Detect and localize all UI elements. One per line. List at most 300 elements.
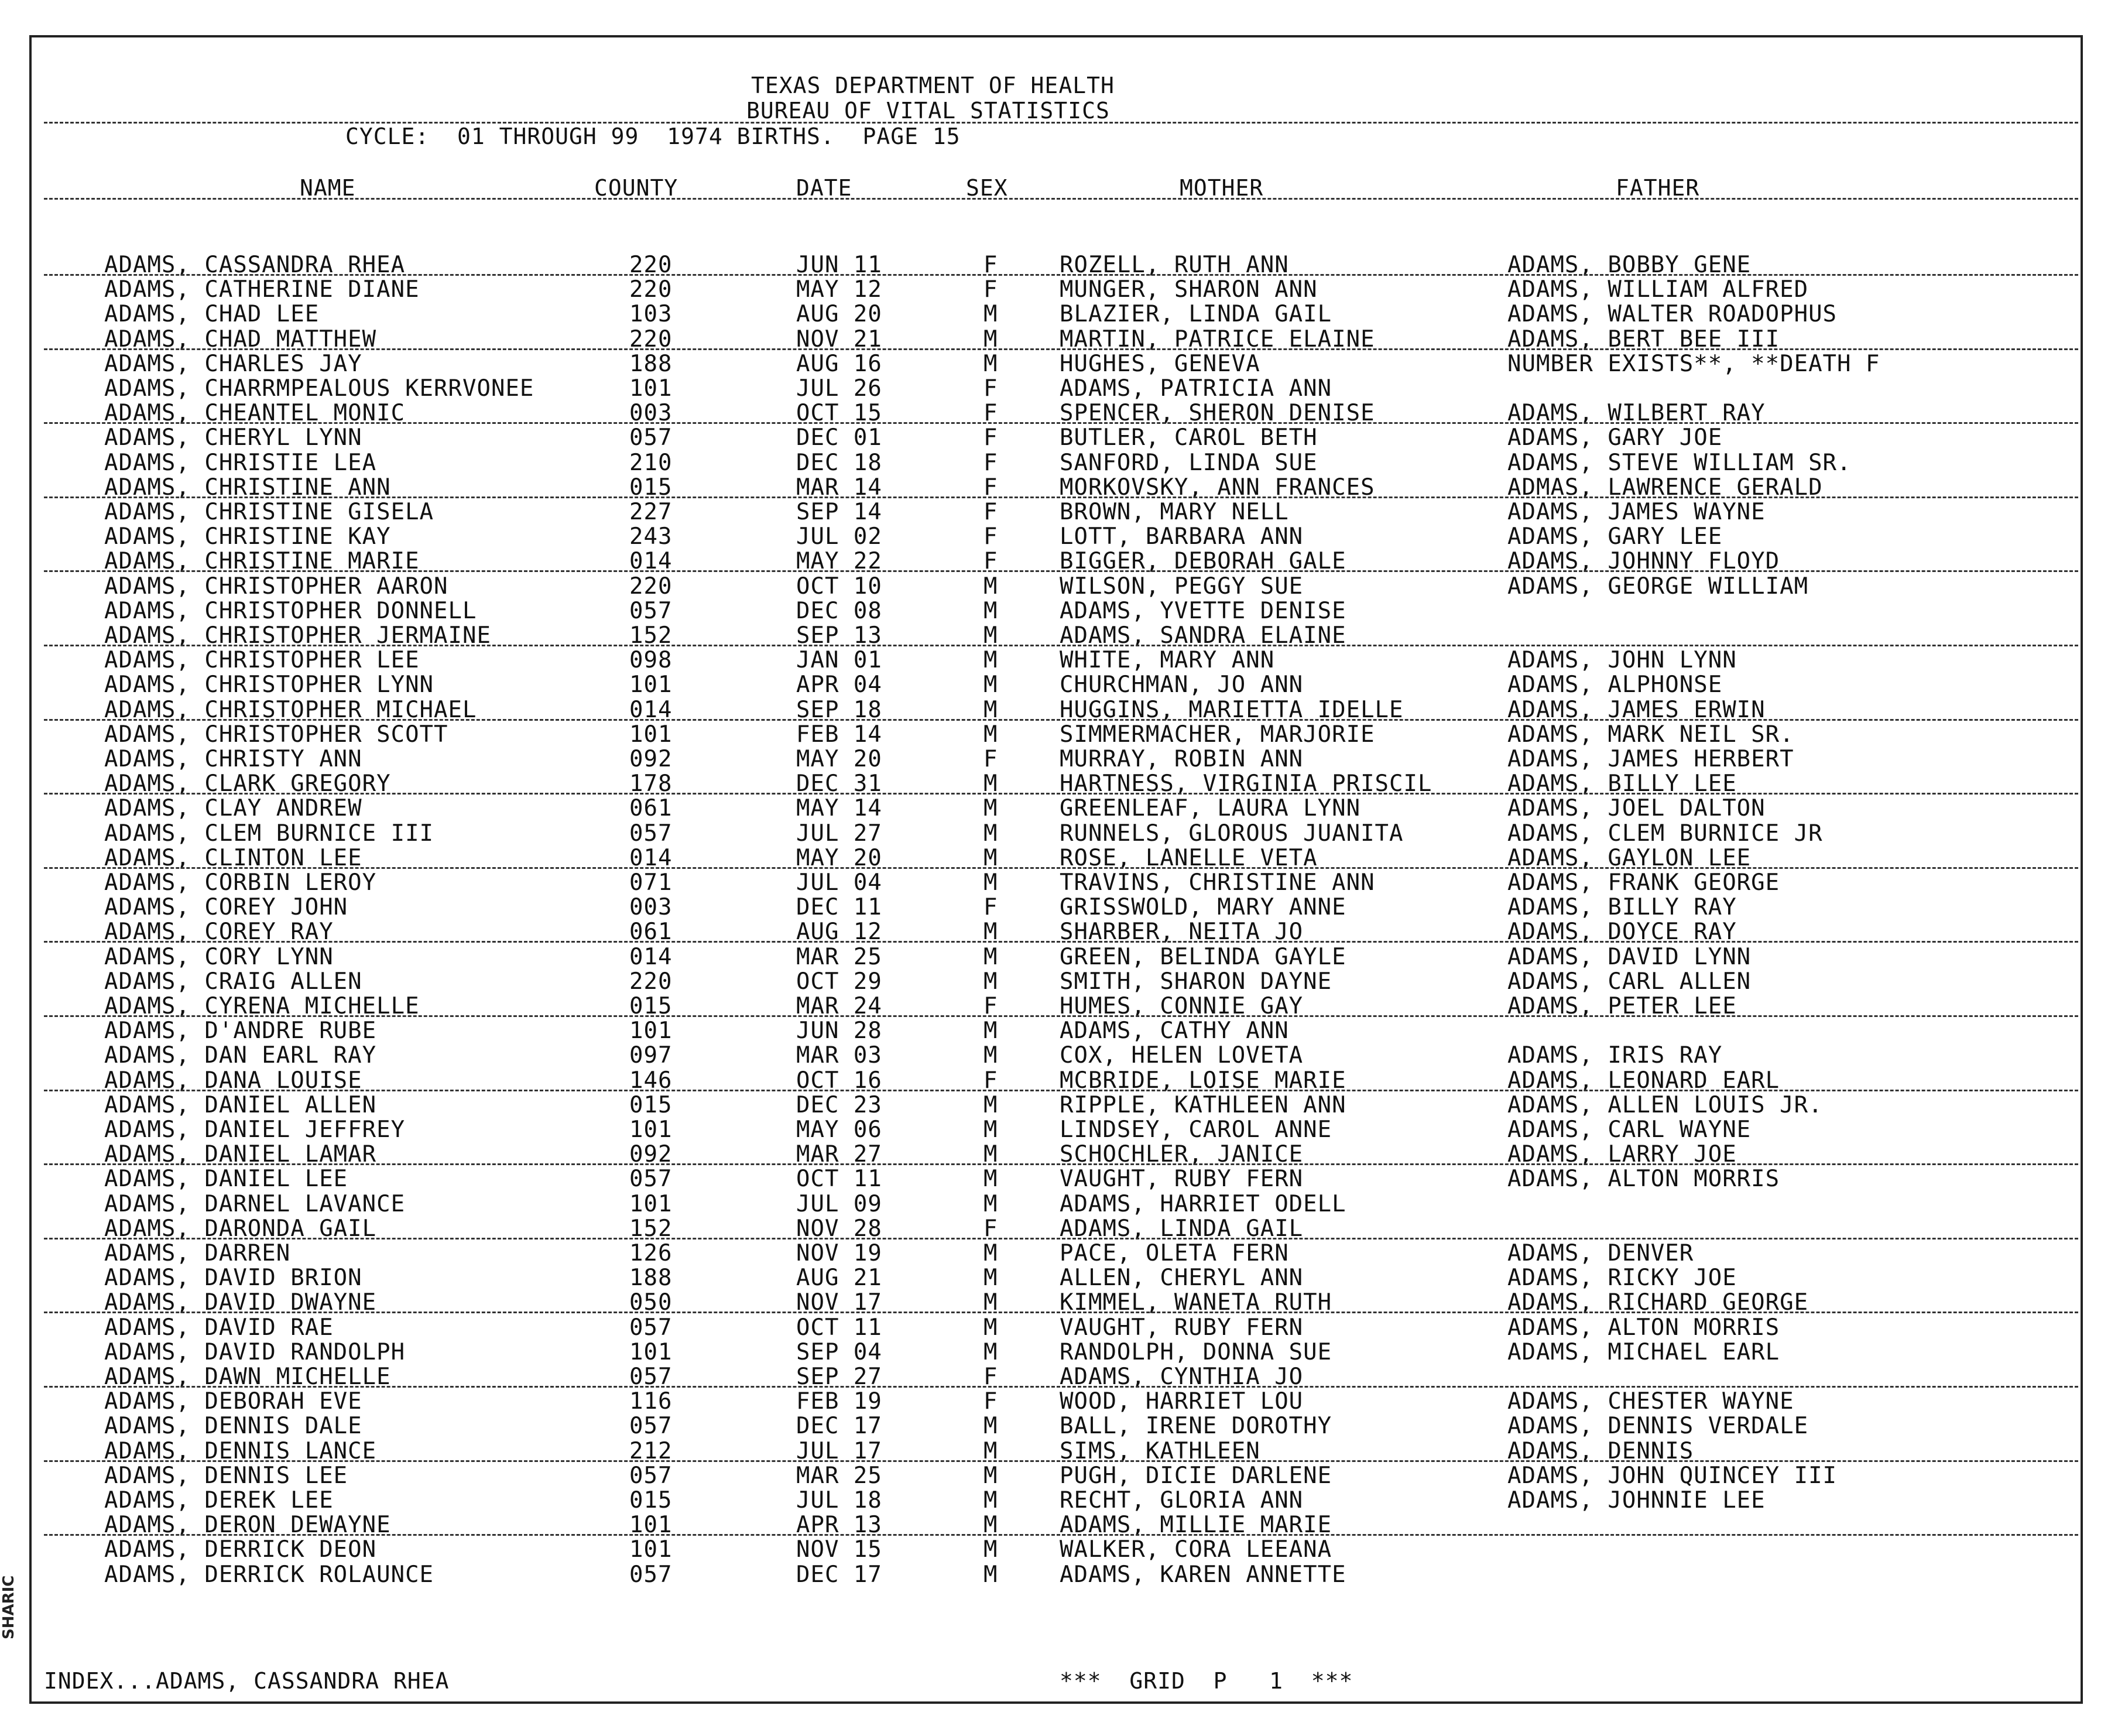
record-name: ADAMS, CHRISTOPHER MICHAEL [104,697,477,723]
record-name: ADAMS, COREY RAY [104,919,334,945]
record-mother: VAUGHT, RUBY FERN [1060,1314,1304,1341]
record-county: 126 [629,1240,673,1266]
record-father: ADAMS, DOYCE RAY [1507,919,1737,945]
record-date: NOV 15 [796,1536,882,1563]
record-father: ADAMS, JOEL DALTON [1507,795,1766,821]
record-father: ADAMS, GARY JOE [1507,424,1723,451]
record-father: ADAMS, ALTON MORRIS [1507,1166,1780,1192]
record-name: ADAMS, CYRENA MICHELLE [104,993,420,1019]
record-sex: M [983,351,998,377]
record-date: FEB 19 [796,1388,882,1415]
record-date: NOV 28 [796,1215,882,1242]
record-sex: F [983,1364,998,1390]
record-date: DEC 01 [796,424,882,451]
record-mother: ADAMS, YVETTE DENISE [1060,598,1346,624]
record-date: OCT 11 [796,1166,882,1192]
record-father: ADAMS, JOHN LYNN [1507,647,1737,673]
record-county: 101 [629,721,673,748]
record-sex: M [983,1042,998,1069]
record-sex: M [983,1536,998,1563]
record-sex: M [983,919,998,945]
record-sex: M [983,869,998,896]
record-sex: F [983,1215,998,1242]
record-date: MAR 03 [796,1042,882,1069]
record-name: ADAMS, CRAIG ALLEN [104,968,362,995]
record-county: 057 [629,598,673,624]
record-county: 014 [629,845,673,871]
row-group-divider [44,422,2078,424]
record-father: ADAMS, WALTER ROADOPHUS [1507,301,1838,327]
record-mother: BROWN, MARY NELL [1060,499,1289,525]
record-date: AUG 21 [796,1265,882,1291]
record-name: ADAMS, CHRISTOPHER LYNN [104,672,434,698]
record-date: SEP 27 [796,1364,882,1390]
record-county: 101 [629,1191,673,1217]
record-date: MAY 06 [796,1117,882,1143]
record-sex: M [983,771,998,797]
record-mother: WHITE, MARY ANN [1060,647,1275,673]
record-name: ADAMS, CORBIN LEROY [104,869,377,896]
record-date: DEC 17 [796,1413,882,1439]
record-sex: F [983,400,998,426]
record-date: DEC 17 [796,1562,882,1588]
footer-grid: *** GRID P 1 *** [1060,1668,1353,1694]
record-sex: M [983,721,998,748]
record-sex: F [983,1388,998,1415]
record-mother: LOTT, BARBARA ANN [1060,523,1304,550]
record-name: ADAMS, CHAD MATTHEW [104,326,377,352]
record-name: ADAMS, DARONDA GAIL [104,1215,377,1242]
record-name: ADAMS, CHRISTINE MARIE [104,548,420,574]
record-sex: M [983,1463,998,1489]
record-date: DEC 18 [796,450,882,476]
record-name: ADAMS, DAVID RANDOLPH [104,1339,406,1365]
record-sex: M [983,1117,998,1143]
record-name: ADAMS, DARNEL LAVANCE [104,1191,406,1217]
record-mother: MORKOVSKY, ANN FRANCES [1060,474,1375,501]
record-father: ADAMS, CHESTER WAYNE [1507,1388,1794,1415]
record-county: 014 [629,548,673,574]
record-date: JUL 27 [796,820,882,847]
record-date: MAY 20 [796,845,882,871]
record-mother: HUGGINS, MARIETTA IDELLE [1060,697,1404,723]
record-county: 014 [629,697,673,723]
record-father: ADAMS, RICKY JOE [1507,1265,1737,1291]
record-sex: F [983,993,998,1019]
row-group-divider [44,1312,2078,1313]
row-group-divider [44,1238,2078,1239]
record-mother: LINDSEY, CAROL ANNE [1060,1117,1332,1143]
row-group-divider [44,719,2078,721]
record-county: 243 [629,523,673,550]
record-date: MAY 12 [796,276,882,303]
record-mother: COX, HELEN LOVETA [1060,1042,1304,1069]
record-father: ADAMS, BERT BEE III [1507,326,1780,352]
record-date: APR 13 [796,1512,882,1538]
record-mother: TRAVINS, CHRISTINE ANN [1060,869,1375,896]
record-sex: M [983,598,998,624]
record-sex: F [983,252,998,278]
record-county: 057 [629,1166,673,1192]
row-group-divider [44,1534,2078,1536]
record-sex: M [983,944,998,970]
record-mother: ADAMS, SANDRA ELAINE [1060,622,1346,649]
record-mother: BUTLER, CAROL BETH [1060,424,1318,451]
record-mother: ADAMS, HARRIET ODELL [1060,1191,1346,1217]
record-sex: M [983,301,998,327]
record-date: NOV 17 [796,1289,882,1316]
record-sex: F [983,548,998,574]
record-name: ADAMS, CHARRMPEALOUS KERRVONEE [104,375,534,402]
record-name: ADAMS, CHAD LEE [104,301,320,327]
record-father: ADAMS, CARL ALLEN [1507,968,1752,995]
row-group-divider [44,867,2078,869]
row-group-divider [44,645,2078,646]
record-father: ADAMS, RICHARD GEORGE [1507,1289,1809,1316]
report-subtitle: BUREAU OF VITAL STATISTICS [746,98,1110,124]
row-group-divider [44,1090,2078,1091]
record-sex: M [983,326,998,352]
record-name: ADAMS, CHARLES JAY [104,351,362,377]
record-mother: GREEN, BELINDA GAYLE [1060,944,1346,970]
record-county: 015 [629,1092,673,1118]
record-name: ADAMS, CLINTON LEE [104,845,362,871]
record-name: ADAMS, DANIEL LAMAR [104,1141,377,1167]
record-date: JUL 26 [796,375,882,402]
record-name: ADAMS, DERRICK ROLAUNCE [104,1562,434,1588]
record-name: ADAMS, DAVID RAE [104,1314,334,1341]
row-group-divider [44,348,2078,350]
record-county: 178 [629,771,673,797]
record-mother: VAUGHT, RUBY FERN [1060,1166,1304,1192]
record-name: ADAMS, CHRISTINE GISELA [104,499,434,525]
record-father: ADAMS, DENVER [1507,1240,1694,1266]
record-mother: WALKER, CORA LEEANA [1060,1536,1332,1563]
record-name: ADAMS, D'ANDRE RUBE [104,1018,377,1044]
record-name: ADAMS, CHRISTIE LEA [104,450,377,476]
record-father: ADAMS, MARK NEIL SR. [1507,721,1794,748]
record-county: 061 [629,795,673,821]
record-sex: M [983,968,998,995]
record-sex: M [983,1166,998,1192]
record-county: 103 [629,301,673,327]
record-date: AUG 12 [796,919,882,945]
record-name: ADAMS, CHRISTY ANN [104,746,362,772]
record-date: APR 04 [796,672,882,698]
record-sex: M [983,1191,998,1217]
record-name: ADAMS, CHRISTOPHER AARON [104,573,448,600]
row-group-divider [44,793,2078,795]
record-mother: RIPPLE, KATHLEEN ANN [1060,1092,1346,1118]
record-county: 003 [629,894,673,920]
record-father: ADAMS, JOHNNY FLOYD [1507,548,1780,574]
record-county: 212 [629,1438,673,1464]
record-date: MAR 24 [796,993,882,1019]
column-header-date: DATE [796,175,852,201]
record-sex: M [983,1487,998,1514]
record-name: ADAMS, CATHERINE DIANE [104,276,420,303]
column-header-sex: SEX [966,175,1008,201]
record-father: ADAMS, IRIS RAY [1507,1042,1723,1069]
record-county: 210 [629,450,673,476]
record-county: 015 [629,993,673,1019]
record-mother: BIGGER, DEBORAH GALE [1060,548,1346,574]
record-date: SEP 13 [796,622,882,649]
record-mother: SHARBER, NEITA JO [1060,919,1304,945]
cycle-line: CYCLE: 01 THROUGH 99 1974 BIRTHS. PAGE 15 [345,124,961,149]
column-header-mother: MOTHER [1180,175,1264,201]
record-county: 101 [629,672,673,698]
record-county: 050 [629,1289,673,1316]
record-mother: ROZELL, RUTH ANN [1060,252,1289,278]
record-father: ADAMS, DENNIS VERDALE [1507,1413,1809,1439]
record-date: OCT 29 [796,968,882,995]
record-county: 101 [629,1339,673,1365]
record-date: DEC 31 [796,771,882,797]
record-county: 220 [629,326,673,352]
record-father: ADAMS, BILLY RAY [1507,894,1737,920]
record-mother: MUNGER, SHARON ANN [1060,276,1318,303]
record-county: 097 [629,1042,673,1069]
record-father: ADAMS, JAMES ERWIN [1507,697,1766,723]
record-sex: M [983,1512,998,1538]
record-father: ADAMS, PETER LEE [1507,993,1737,1019]
record-county: 092 [629,1141,673,1167]
record-name: ADAMS, DERRICK DEON [104,1536,377,1563]
record-mother: HARTNESS, VIRGINIA PRISCIL [1060,771,1432,797]
record-date: MAY 22 [796,548,882,574]
record-mother: ADAMS, PATRICIA ANN [1060,375,1332,402]
record-name: ADAMS, CHRISTOPHER DONNELL [104,598,477,624]
record-county: 057 [629,1364,673,1390]
record-date: NOV 21 [796,326,882,352]
record-county: 057 [629,1413,673,1439]
record-county: 101 [629,375,673,402]
record-name: ADAMS, CLAY ANDREW [104,795,362,821]
record-name: ADAMS, DEREK LEE [104,1487,334,1514]
record-date: OCT 10 [796,573,882,600]
record-sex: F [983,894,998,920]
record-mother: GREENLEAF, LAURA LYNN [1060,795,1361,821]
record-date: DEC 11 [796,894,882,920]
row-group-divider [44,497,2078,498]
record-date: JUL 04 [796,869,882,896]
record-name: ADAMS, CHRISTOPHER JERMAINE [104,622,491,649]
record-name: ADAMS, DENNIS DALE [104,1413,362,1439]
record-sex: F [983,746,998,772]
record-name: ADAMS, CLARK GREGORY [104,771,391,797]
record-father: ADAMS, JOHN QUINCEY III [1507,1463,1838,1489]
record-mother: KIMMEL, WANETA RUTH [1060,1289,1332,1316]
record-date: JUL 02 [796,523,882,550]
record-date: MAY 14 [796,795,882,821]
record-mother: ADAMS, LINDA GAIL [1060,1215,1304,1242]
record-sex: F [983,499,998,525]
record-date: SEP 14 [796,499,882,525]
footer-index: INDEX...ADAMS, CASSANDRA RHEA [44,1668,450,1694]
record-father: ADAMS, MICHAEL EARL [1507,1339,1780,1365]
record-father: ADAMS, GARY LEE [1507,523,1723,550]
side-stamp: SHARIC [0,1575,18,1639]
record-county: 220 [629,252,673,278]
record-date: MAR 27 [796,1141,882,1167]
record-county: 092 [629,746,673,772]
record-county: 101 [629,1117,673,1143]
record-name: ADAMS, CASSANDRA RHEA [104,252,406,278]
record-name: ADAMS, CORY LYNN [104,944,334,970]
record-name: ADAMS, DANIEL JEFFREY [104,1117,406,1143]
record-father: ADAMS, GEORGE WILLIAM [1507,573,1809,600]
record-name: ADAMS, CHEANTEL MONIC [104,400,406,426]
record-county: 057 [629,424,673,451]
record-sex: M [983,1018,998,1044]
record-father: ADAMS, CARL WAYNE [1507,1117,1752,1143]
record-county: 220 [629,276,673,303]
record-mother: SIMMERMACHER, MARJORIE [1060,721,1375,748]
record-date: NOV 19 [796,1240,882,1266]
record-name: ADAMS, CHERYL LYNN [104,424,362,451]
record-mother: HUGHES, GENEVA [1060,351,1260,377]
record-name: ADAMS, CHRISTOPHER SCOTT [104,721,448,748]
record-father: NUMBER EXISTS**, **DEATH F [1507,351,1880,377]
record-county: 015 [629,474,673,501]
record-sex: M [983,1413,998,1439]
record-mother: MURRAY, ROBIN ANN [1060,746,1304,772]
record-sex: M [983,1289,998,1316]
record-sex: M [983,1240,998,1266]
record-date: SEP 18 [796,697,882,723]
record-mother: ADAMS, MILLIE MARIE [1060,1512,1332,1538]
record-county: 101 [629,1536,673,1563]
record-father: ADAMS, WILBERT RAY [1507,400,1766,426]
record-county: 098 [629,647,673,673]
row-group-divider [44,1386,2078,1388]
record-mother: ADAMS, KAREN ANNETTE [1060,1562,1346,1588]
record-mother: SIMS, KATHLEEN [1060,1438,1260,1464]
record-sex: M [983,1339,998,1365]
record-county: 188 [629,351,673,377]
record-mother: CHURCHMAN, JO ANN [1060,672,1304,698]
record-name: ADAMS, DAVID BRION [104,1265,362,1291]
record-mother: RUNNELS, GLOROUS JUANITA [1060,820,1404,847]
record-sex: M [983,1438,998,1464]
record-father: ADAMS, BILLY LEE [1507,771,1737,797]
record-date: JUN 11 [796,252,882,278]
record-father: ADAMS, JOHNNIE LEE [1507,1487,1766,1514]
record-date: MAR 25 [796,944,882,970]
record-county: 152 [629,1215,673,1242]
record-name: ADAMS, DAVID DWAYNE [104,1289,377,1316]
record-sex: M [983,1265,998,1291]
record-father: ADAMS, LARRY JOE [1507,1141,1737,1167]
row-group-divider [44,1460,2078,1462]
record-name: ADAMS, CHRISTINE KAY [104,523,391,550]
record-county: 014 [629,944,673,970]
record-date: DEC 08 [796,598,882,624]
record-name: ADAMS, DAN EARL RAY [104,1042,377,1069]
record-father: ADAMS, STEVE WILLIAM SR. [1507,450,1852,476]
record-date: JUN 28 [796,1018,882,1044]
record-sex: M [983,795,998,821]
record-sex: M [983,622,998,649]
record-father: ADAMS, BOBBY GENE [1507,252,1752,278]
row-group-divider [44,1163,2078,1165]
record-father: ADAMS, CLEM BURNICE JR [1507,820,1823,847]
record-sex: F [983,1067,998,1094]
record-county: 003 [629,400,673,426]
record-name: ADAMS, DANIEL ALLEN [104,1092,377,1118]
row-group-divider [44,274,2078,276]
record-county: 188 [629,1265,673,1291]
record-date: AUG 20 [796,301,882,327]
record-mother: PUGH, DICIE DARLENE [1060,1463,1332,1489]
record-sex: M [983,820,998,847]
record-county: 057 [629,1463,673,1489]
record-sex: M [983,647,998,673]
record-father: ADAMS, JAMES HERBERT [1507,746,1794,772]
record-mother: RECHT, GLORIA ANN [1060,1487,1304,1514]
record-sex: F [983,375,998,402]
record-father: ADAMS, ALTON MORRIS [1507,1314,1780,1341]
record-mother: PACE, OLETA FERN [1060,1240,1289,1266]
record-mother: WOOD, HARRIET LOU [1060,1388,1304,1415]
record-name: ADAMS, DARREN [104,1240,291,1266]
record-sex: M [983,672,998,698]
record-date: JUL 18 [796,1487,882,1514]
record-date: OCT 11 [796,1314,882,1341]
record-sex: M [983,1092,998,1118]
column-header-father: FATHER [1616,175,1700,201]
record-mother: ADAMS, CYNTHIA JO [1060,1364,1304,1390]
record-mother: SMITH, SHARON DAYNE [1060,968,1332,995]
record-county: 057 [629,1562,673,1588]
row-group-divider [44,941,2078,943]
record-date: JAN 01 [796,647,882,673]
record-date: OCT 15 [796,400,882,426]
record-sex: M [983,1314,998,1341]
record-county: 227 [629,499,673,525]
record-name: ADAMS, COREY JOHN [104,894,348,920]
record-date: AUG 16 [796,351,882,377]
record-sex: F [983,523,998,550]
record-sex: F [983,450,998,476]
record-sex: M [983,697,998,723]
record-mother: BALL, IRENE DOROTHY [1060,1413,1332,1439]
record-county: 116 [629,1388,673,1415]
record-sex: F [983,474,998,501]
record-name: ADAMS, DENNIS LANCE [104,1438,377,1464]
record-name: ADAMS, DENNIS LEE [104,1463,348,1489]
record-father: ADAMS, DAVID LYNN [1507,944,1752,970]
record-sex: F [983,276,998,303]
row-group-divider [44,1015,2078,1017]
column-header-name: NAME [300,175,356,201]
record-sex: M [983,573,998,600]
record-date: JUL 09 [796,1191,882,1217]
record-name: ADAMS, CHRISTINE ANN [104,474,391,501]
record-name: ADAMS, DERON DEWAYNE [104,1512,391,1538]
record-date: MAR 14 [796,474,882,501]
record-father: ADAMS, JAMES WAYNE [1507,499,1766,525]
record-date: MAY 20 [796,746,882,772]
record-date: FEB 14 [796,721,882,748]
record-date: MAR 25 [796,1463,882,1489]
record-mother: SPENCER, SHERON DENISE [1060,400,1375,426]
record-name: ADAMS, CHRISTOPHER LEE [104,647,420,673]
record-county: 057 [629,820,673,847]
record-father: ADAMS, ALLEN LOUIS JR. [1507,1092,1823,1118]
record-mother: MCBRIDE, LOISE MARIE [1060,1067,1346,1094]
